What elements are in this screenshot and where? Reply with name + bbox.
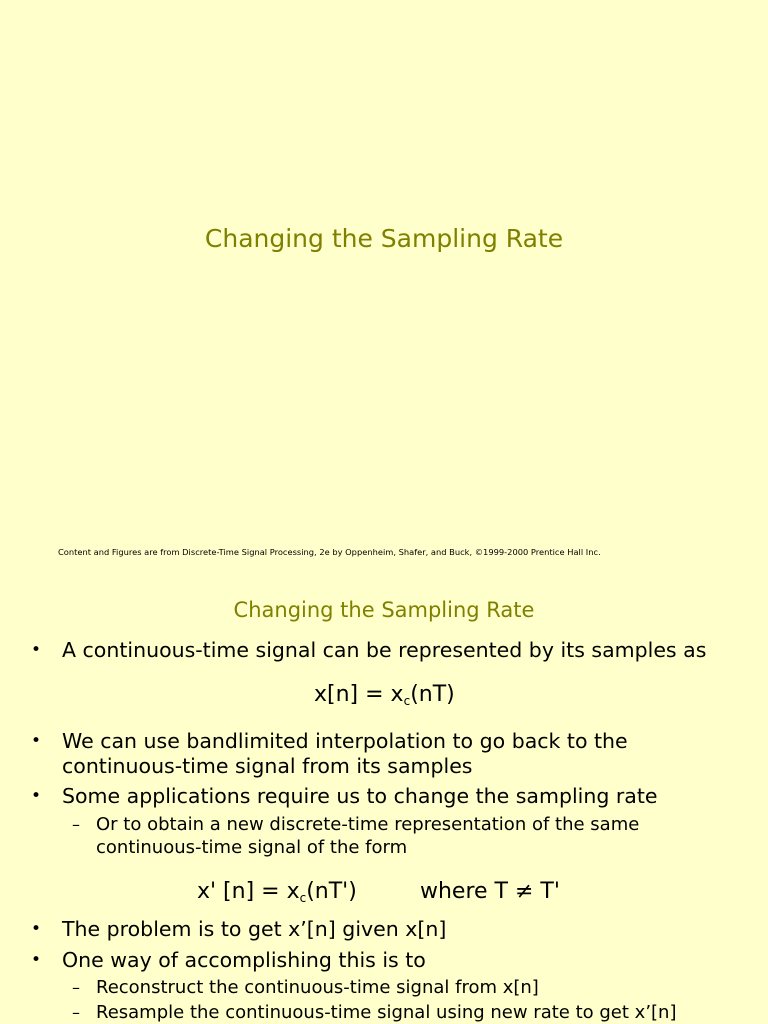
equation-lhs: x' [n] = x: [197, 879, 300, 904]
equation-subscript: c: [403, 694, 411, 708]
bullet-text-change-rate: Some applications require us to change the sampling rate: [62, 784, 658, 808]
equation-lhs: x[n] = x: [314, 682, 404, 707]
bullet-marker: •: [31, 919, 42, 939]
equation-rhs: (nT'): [306, 879, 357, 904]
bullet-marker: •: [31, 640, 42, 660]
bullet-text-interpolation: We can use bandlimited interpolation to go back to the: [62, 729, 628, 753]
sub-bullet-text-reconstruct: Reconstruct the continuous-time signal from x[n]: [96, 977, 539, 998]
sub-bullet-marker: –: [72, 815, 80, 834]
bullet-marker: •: [31, 950, 42, 970]
equation-resampled: [197, 879, 357, 905]
sub-bullet-text-resample: Resample the continuous-time signal using new rate to get x’[n]: [96, 1002, 677, 1023]
bullet-text-interpolation-cont: continuous-time signal from its samples: [62, 754, 473, 778]
sub-bullet-marker: –: [72, 978, 80, 997]
equation-condition: where T ≠ T': [420, 879, 560, 904]
bullet-text-one-way: One way of accomplishing this is to: [62, 948, 426, 972]
equation-sampling: [314, 682, 455, 708]
bullet-text-problem: The problem is to get x’[n] given x[n]: [62, 917, 447, 941]
bullet-marker: •: [31, 731, 42, 751]
title-slide-heading: Changing the Sampling Rate: [204, 224, 564, 253]
credit-line: Content and Figures are from Discrete-Time Signal Processing, 2e by Oppenheim, Shafer, and Buck, ©1999-2000 Prentice Hall Inc.: [58, 547, 601, 557]
slide-heading: Changing the Sampling Rate: [233, 598, 535, 622]
sub-bullet-text-new-representation: Or to obtain a new discrete-time representation of the same: [96, 814, 640, 835]
sub-bullet-marker: –: [72, 1003, 80, 1022]
equation-subscript: c: [299, 891, 307, 905]
equation-rhs: (nT): [410, 682, 455, 707]
bullet-marker: •: [31, 786, 42, 806]
bullet-text-samples: A continuous-time signal can be represented by its samples as: [62, 638, 707, 662]
sub-bullet-text-new-representation-cont: continuous-time signal of the form: [96, 837, 408, 858]
